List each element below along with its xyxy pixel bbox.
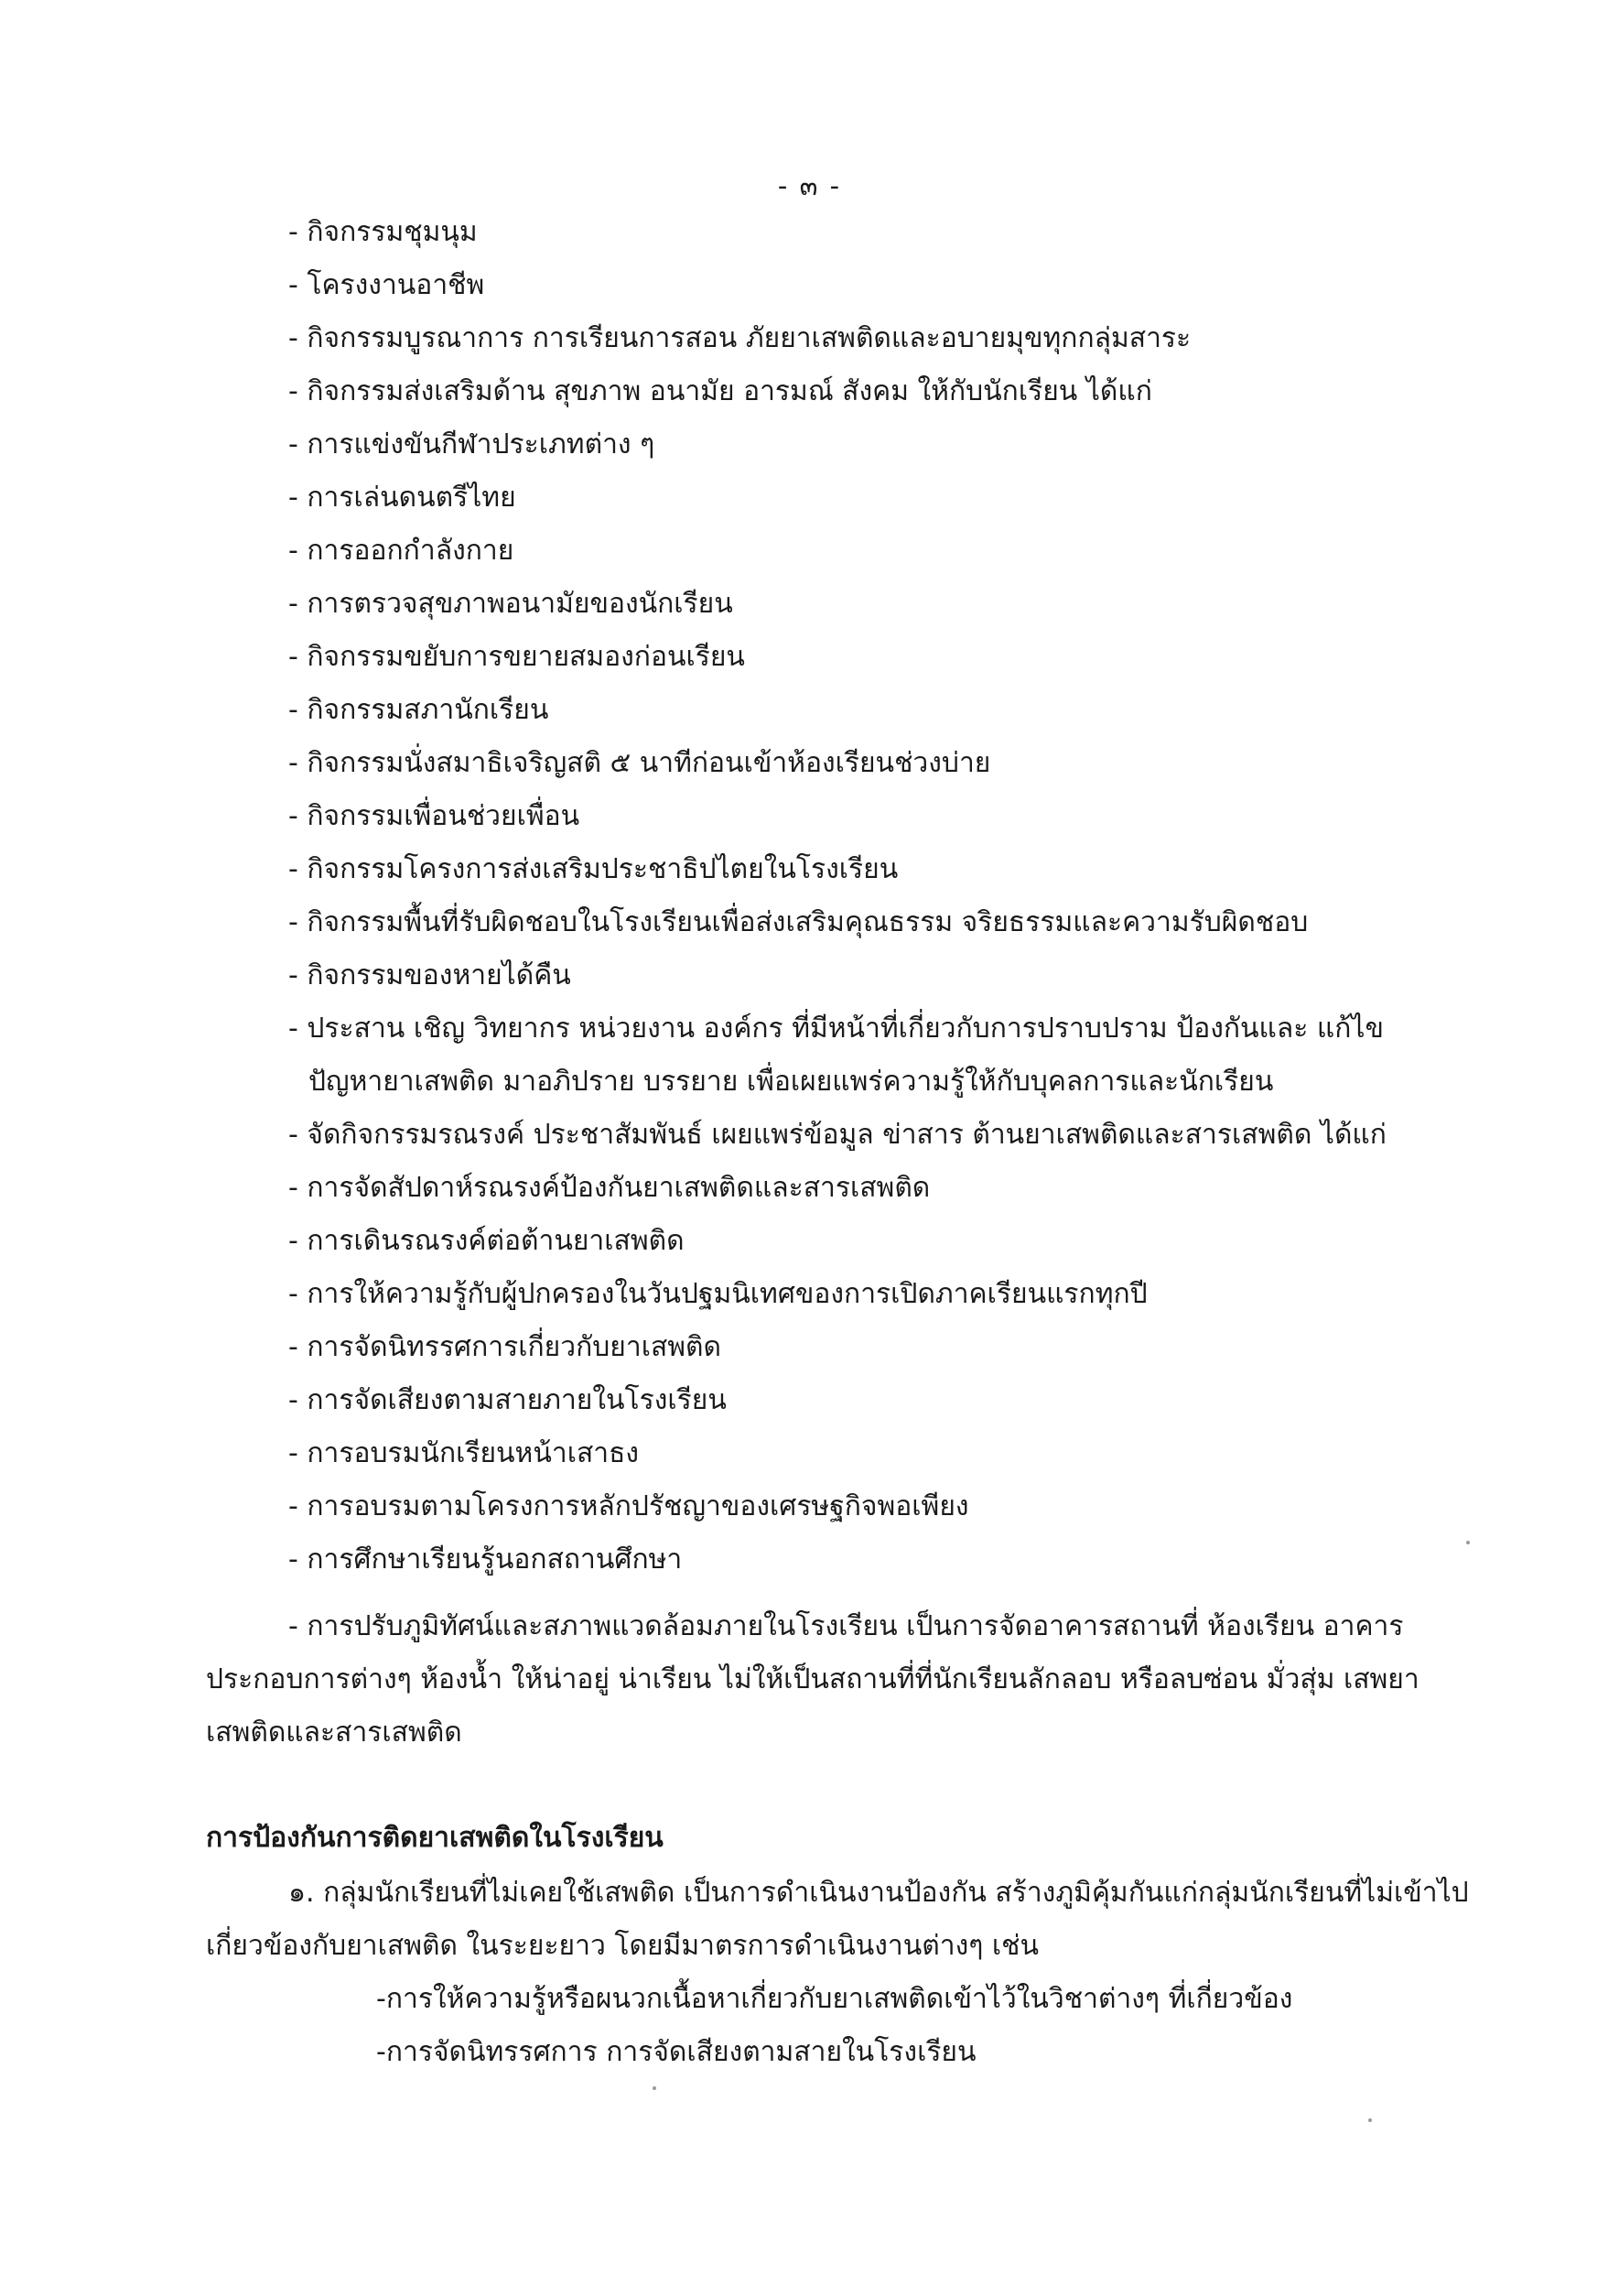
list-item: - การแข่งขันกีฬาประเภทต่าง ๆ xyxy=(288,428,655,460)
sub-list-item: -การจัดนิทรรศการ การจัดเสียงตามสายในโรงเรียน xyxy=(376,2036,977,2068)
scan-speck xyxy=(1368,2118,1372,2122)
list-item: - การศึกษาเรียนรู้นอกสถานศึกษา xyxy=(288,1543,683,1576)
paragraph-line: เสพติดและสารเสพติด xyxy=(206,1717,462,1749)
paragraph-line: - การปรับภูมิทัศน์และสภาพแวดล้อมภายในโรงเรียน เป็นการจัดอาคารสถานที่ ห้องเรียน อาคาร xyxy=(288,1610,1404,1642)
list-item: - การจัดเสียงตามสายภายในโรงเรียน xyxy=(288,1384,727,1416)
list-item: - กิจกรรมพื้นที่รับผิดชอบในโรงเรียนเพื่อส่งเสริมคุณธรรม จริยธรรมและความรับผิดชอบ xyxy=(288,906,1309,938)
list-item: - กิจกรรมของหายได้คืน xyxy=(288,959,571,991)
list-item: - การออกกำลังกาย xyxy=(288,535,514,567)
paragraph-line: เกี่ยวข้องกับยาเสพติด ในระยะยาว โดยมีมาตรการดำเนินงานต่างๆ เช่น xyxy=(206,1930,1040,1962)
list-item: - การตรวจสุขภาพอนามัยของนักเรียน xyxy=(288,588,733,620)
list-item: - กิจกรรมชุมนุม xyxy=(288,216,478,248)
list-item: - การอบรมนักเรียนหน้าเสาธง xyxy=(288,1437,640,1469)
list-item-continuation: ปัญหายาเสพติด มาอภิปราย บรรยาย เพื่อเผยแพร่ความรู้ให้กับบุคลการและนักเรียน xyxy=(308,1066,1274,1098)
list-item: - การอบรมตามโครงการหลักปรัชญาของเศรษฐกิจพอเพียง xyxy=(288,1490,969,1522)
section-heading: การป้องกันการติดยาเสพติดในโรงเรียน xyxy=(206,1822,664,1854)
list-item: - กิจกรรมนั่งสมาธิเจริญสติ ๕ นาทีก่อนเข้าห้องเรียนช่วงบ่าย xyxy=(288,747,991,779)
page-number: - ๓ - xyxy=(777,170,842,201)
paragraph-line: ๑. กลุ่มนักเรียนที่ไม่เคยใช้เสพติด เป็นการดำเนินงานป้องกัน สร้างภูมิคุ้มกันแก่กลุ่มนักเรียนที่ไม่เข้าไป xyxy=(288,1877,1469,1909)
list-item: - การให้ความรู้กับผู้ปกครองในวันปฐมนิเทศของการเปิดภาคเรียนแรกทุกปี xyxy=(288,1278,1148,1310)
scan-speck xyxy=(653,2086,656,2090)
list-item: - การจัดนิทรรศการเกี่ยวกับยาเสพติด xyxy=(288,1331,721,1363)
list-item: - การจัดสัปดาห์รณรงค์ป้องกันยาเสพติดและสารเสพติด xyxy=(288,1172,931,1204)
list-item: - กิจกรรมเพื่อนช่วยเพื่อน xyxy=(288,800,580,832)
list-item: - กิจกรรมสภานักเรียน xyxy=(288,694,549,726)
list-item: - จัดกิจกรรมรณรงค์ ประชาสัมพันธ์ เผยแพร่ข้อมูล ข่าสาร ต้านยาเสพติดและสารเสพติด ได้แก่ xyxy=(288,1119,1387,1151)
scan-speck xyxy=(1466,1541,1470,1544)
list-item: - กิจกรรมส่งเสริมด้าน สุขภาพ อนามัย อารมณ์ สังคม ให้กับนักเรียน ได้แก่ xyxy=(288,375,1152,407)
list-item: - กิจกรรมโครงการส่งเสริมประชาธิปไตยในโรงเรียน xyxy=(288,853,899,885)
list-item: - กิจกรรมขยับการขยายสมองก่อนเรียน xyxy=(288,641,745,673)
list-item: - โครงงานอาชีพ xyxy=(288,269,485,301)
list-item: - การเดินรณรงค์ต่อต้านยาเสพติด xyxy=(288,1225,685,1257)
list-item: - กิจกรรมบูรณาการ การเรียนการสอน ภัยยาเสพติดและอบายมุขทุกกลุ่มสาระ xyxy=(288,322,1192,354)
list-item: - การเล่นดนตรีไทย xyxy=(288,482,516,514)
list-item: - ประสาน เชิญ วิทยากร หน่วยงาน องค์กร ที่มีหน้าที่เกี่ยวกับการปราบปราม ป้องกันและ แก้ไข xyxy=(288,1013,1385,1045)
sub-list-item: -การให้ความรู้หรือผนวกเนื้อหาเกี่ยวกับยาเสพติดเข้าไว้ในวิชาต่างๆ ที่เกี่ยวข้อง xyxy=(376,1983,1293,2015)
paragraph-line: ประกอบการต่างๆ ห้องน้ำ ให้น่าอยู่ น่าเรียน ไม่ให้เป็นสถานที่ที่นักเรียนลักลอบ หรือลบซ่อน มั่วสุ่ม เสพยา xyxy=(206,1663,1419,1695)
